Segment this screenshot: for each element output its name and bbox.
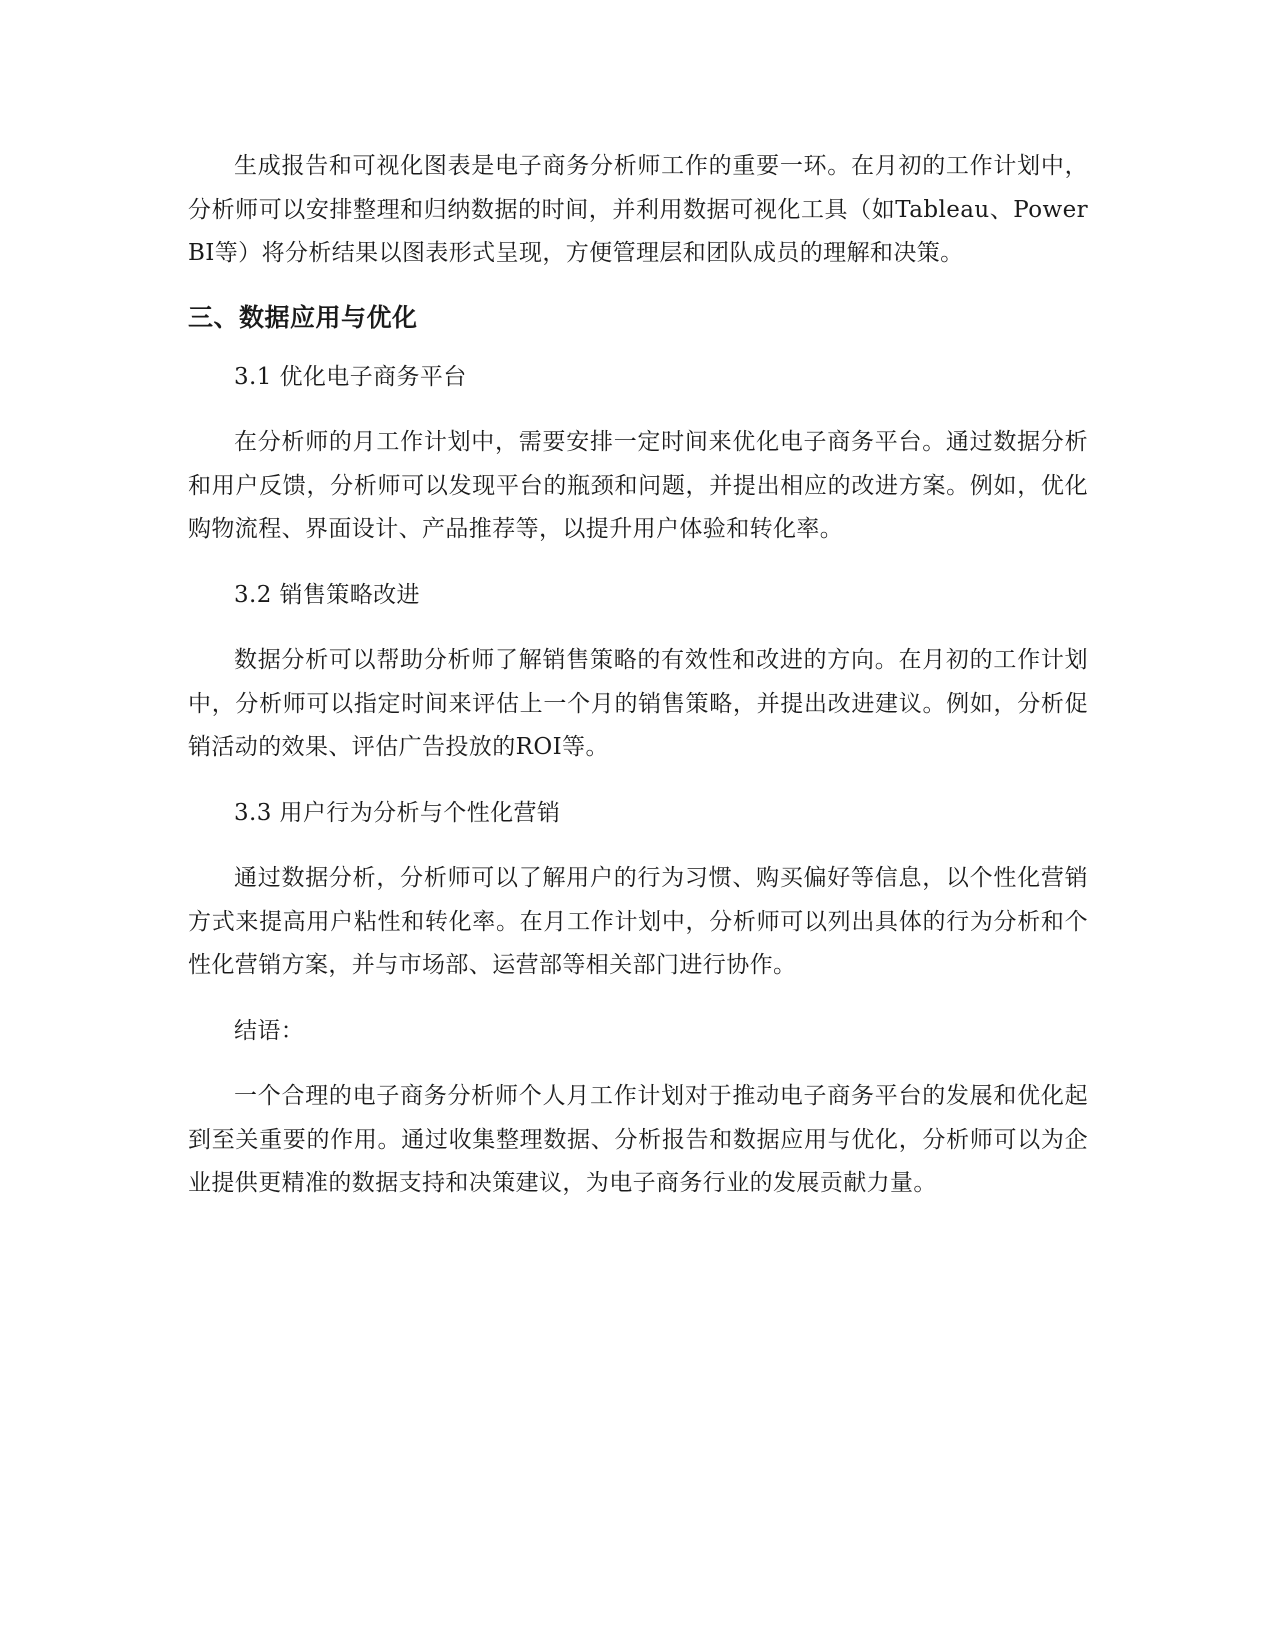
document-body bbox=[188, 145, 1088, 1228]
paragraph-3-1: 在分析师的月工作计划中，需要安排一定时间来优化电子商务平台。通过数据分析和用户反馈，分析师可以发现平台的瓶颈和问题，并提出相应的改进方案。例如，优化购物流程、界面设计、产品推荐等，以提升用户体验和转化率。 bbox=[188, 429, 1088, 542]
subheading-3-2: 3.2 销售策略改进 bbox=[234, 581, 420, 608]
section-heading-data-application: 三、数据应用与优化 bbox=[188, 302, 418, 332]
subheading-3-1: 3.1 优化电子商务平台 bbox=[234, 363, 467, 390]
paragraph-3-2: 数据分析可以帮助分析师了解销售策略的有效性和改进的方向。在月初的工作计划中，分析师可以指定时间来评估上一个月的销售策略，并提出改进建议。例如，分析促销活动的效果、评估广告投放的ROI等。 bbox=[188, 647, 1088, 760]
paragraph-conclusion: 一个合理的电子商务分析师个人月工作计划对于推动电子商务平台的发展和优化起到至关重要的作用。通过收集整理数据、分析报告和数据应用与优化，分析师可以为企业提供更精准的数据支持和决策建议，为电子商务行业的发展贡献力量。 bbox=[188, 1083, 1088, 1196]
paragraph-3-3: 通过数据分析，分析师可以了解用户的行为习惯、购买偏好等信息，以个性化营销方式来提高用户粘性和转化率。在月工作计划中，分析师可以列出具体的行为分析和个性化营销方案，并与市场部、运营部等相关部门进行协作。 bbox=[188, 865, 1088, 978]
conclusion-label: 结语： bbox=[234, 1017, 305, 1044]
paragraph-report-visualization: 生成报告和可视化图表是电子商务分析师工作的重要一环。在月初的工作计划中，分析师可以安排整理和归纳数据的时间，并利用数据可视化工具（如Tableau、Power BI等）将分析结果以图表形式呈现，方便管理层和团队成员的理解和决策。 bbox=[188, 153, 1088, 266]
subheading-3-3: 3.3 用户行为分析与个性化营销 bbox=[234, 799, 561, 826]
